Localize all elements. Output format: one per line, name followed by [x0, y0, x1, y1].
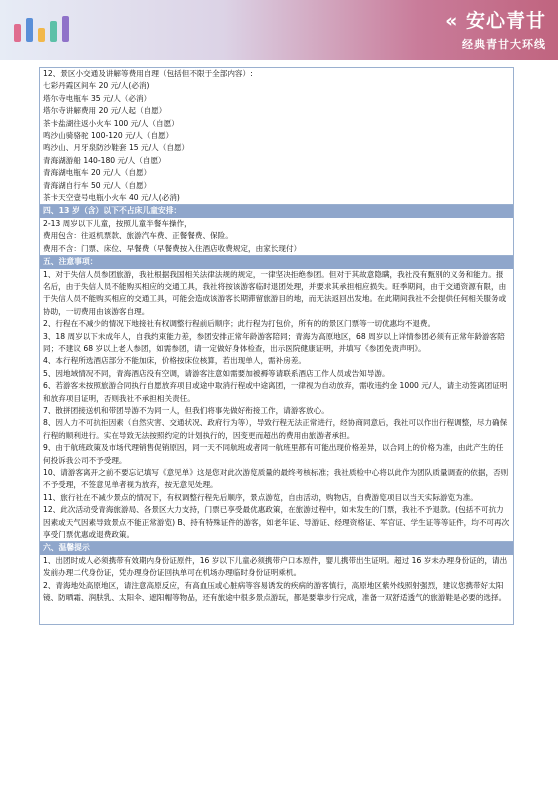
notice-item: 6、若游客未按照旅游合同执行自愿放弃项目或途中取消行程或中途离团，一律视为自动放弃，需收违约金 1000 元/人，请主动签离团证明和放弃项目证明，否则我社不承担相关责任。	[43, 381, 508, 403]
tip-item: 1、出团时成人必须携带有效期内身份证原件，16 岁以下儿童必须携带户口本原件，婴儿携带出生证明。超过 16 岁未办理身份证的，请出发前办理二代身份证，凭办理身份证回执单可在机场办理临时身份证明乘机。	[43, 555, 508, 578]
notice-section	[40, 256, 513, 542]
notice-section-title: 五、注意事项：	[40, 256, 513, 268]
brand-subtitle: 经典青甘大环线	[462, 38, 546, 51]
children-section	[40, 205, 513, 256]
children-line: 费用不含：门票、床位、早餐费（早餐费按入住酒店收费规定，由家长现付）	[43, 243, 302, 253]
notice-item: 9、由于航班政策及市场代理销售促销原因，同一天不同航班或者同一航班里都有可能出现价格差异，以合同上的价格为准，由此产生的任何投诉我公司不予受理。	[43, 443, 504, 465]
notice-item: 10、请游客离开之前不要忘记填写《意见单》这是您对此次游览质量的最终考核标准；我社质检中心将以此作为团队质量调查的依据，否则不予受理，不签意见单者视为放弃，按无意见处理。	[43, 468, 509, 490]
notice-item: 7、散拼团接送机和带团导游不为同一人，但我们将事先做好衔接工作，请游客放心。	[43, 405, 329, 415]
notice-item: 4、本行程所选酒店部分不能加床，价格按床位核算，若出现单人，需补房差。	[43, 356, 307, 366]
children-line: 2-13 周岁以下儿童，按照儿童半餐车操作，	[43, 218, 192, 228]
children-section-title: 四、13 岁（含）以下不占床儿童安排：	[40, 205, 513, 217]
fee-line: 七彩丹霞区间车 20 元/人(必消)	[43, 81, 150, 91]
fee-line: 茶卡天空壹号电瓶小火车 40 元/人(必消)	[43, 193, 180, 203]
fee-line: 鸣沙山、月牙泉防沙鞋套 15 元/人（自愿）	[43, 143, 190, 153]
fee-line: 茶卡盐湖往返小火车 100 元/人（自愿）	[43, 118, 179, 128]
brand-name: « 安心青甘	[445, 10, 546, 32]
company-logo-icon	[12, 12, 82, 48]
page-header	[0, 0, 558, 60]
tips-section-title: 六、温馨提示	[40, 542, 513, 554]
fee-line: 12、景区小交通及讲解等费用自理（包括但不限于全部内容）:	[43, 69, 253, 78]
blank-area	[40, 604, 513, 624]
fee-line: 鸣沙山骑骆驼 100-120 元/人（自愿）	[43, 131, 174, 141]
fee-line: 塔尔寺讲解费用 20 元/人起（自愿）	[43, 106, 167, 116]
tips-section	[40, 542, 513, 624]
notice-item: 12、此次活动受青海旅游局、各景区大力支持，门票已享受最优惠政策，在旅游过程中，如未发生的门票，我社不予退款。(包括不可抗力因素或天气因素导致景点不能正常游览) B、持有特殊证件的游客，如老年证、导游证、经理资格证、军官证、学生证等等证件，均不可再次享受门票优惠或退费政策。	[43, 505, 510, 540]
notice-item: 1、对于失信人员参团旅游，我社根据我国相关法律法规的规定，一律坚决拒绝参团。但对于其故意隐瞒，我社没有甄别的义务和能力。报名后，由于失信人员不能购买相应的交通工具，我社将按该游客临时退团处理，并要求其承担相应损失。旺季期间，由于交通资源有限，由于失信人员不能购买相应的交通工具，可能会造成该游客长期滞留旅游目的地，而无法返回出发地。在此期间我社不会提供任何相关服务或协助，一切费用由该游客自理。	[43, 269, 507, 316]
tip-item: 2、青海地处高原地区，请注意高原反应，有高血压或心脏病等容易诱发的疾病的游客慎行，高原地区紫外线照射强烈，建议您携带好太阳镜、防晒霜、润肤乳、太阳伞、遮阳帽等物品，还有旅途中很多景点游玩，都是要靠步行完成，准备一双舒适透气的旅游鞋是必要的选择。	[43, 580, 507, 603]
notice-item: 2、行程在不减少的情况下地接社有权调整行程前后顺序；此行程为打包价，所有的的景区门票等一切优惠均不退费。	[43, 319, 436, 329]
fee-line: 青海湖电瓶车 20 元/人（自愿）	[43, 168, 152, 178]
notice-item: 8、因人力不可抗拒因素（自然灾害、交通状况、政府行为等），导致行程无法正常进行，经协商同意后，我社可以作出行程调整，尽力确保行程的顺利进行。实在导致无法按照约定的计划执行的，因变更而超出的费用由旅游者承担。	[43, 418, 508, 440]
notice-item: 11、旅行社在不减少景点的情况下，有权调整行程先后顺序，景点游览，自由活动，购物店，自费游览项目以当天实际游览为准。	[43, 492, 478, 502]
brand-block	[445, 6, 546, 52]
fee-line: 青海湖游船 140-180 元/人（自愿）	[43, 155, 166, 165]
notice-item: 3、18 周岁以下未成年人，自我约束能力差，参团安排正常年龄游客陪同；青海为高原地区，68 周岁以上详情参团必须有正常年龄游客陪同；不建议 68 岁以上老人参团，如需参团，请一定做好身体检查，出示医院健康证明，并填写《参团免责声明》。	[43, 331, 505, 353]
fees-section	[40, 68, 513, 205]
fee-line: 青海湖自行车 50 元/人（自愿）	[43, 180, 152, 190]
fee-line: 塔尔寺电瓶车 35 元/人（必消）	[43, 93, 152, 103]
itinerary-content	[39, 67, 514, 625]
notice-item: 5、因地域情况不同，青海酒店没有空调，请游客注意如需要加被褥等请联系酒店工作人员或告知导游。	[43, 368, 390, 378]
children-line: 费用包含：往返机票款、旅游汽车费、正餐餐费、保险。	[43, 231, 233, 241]
